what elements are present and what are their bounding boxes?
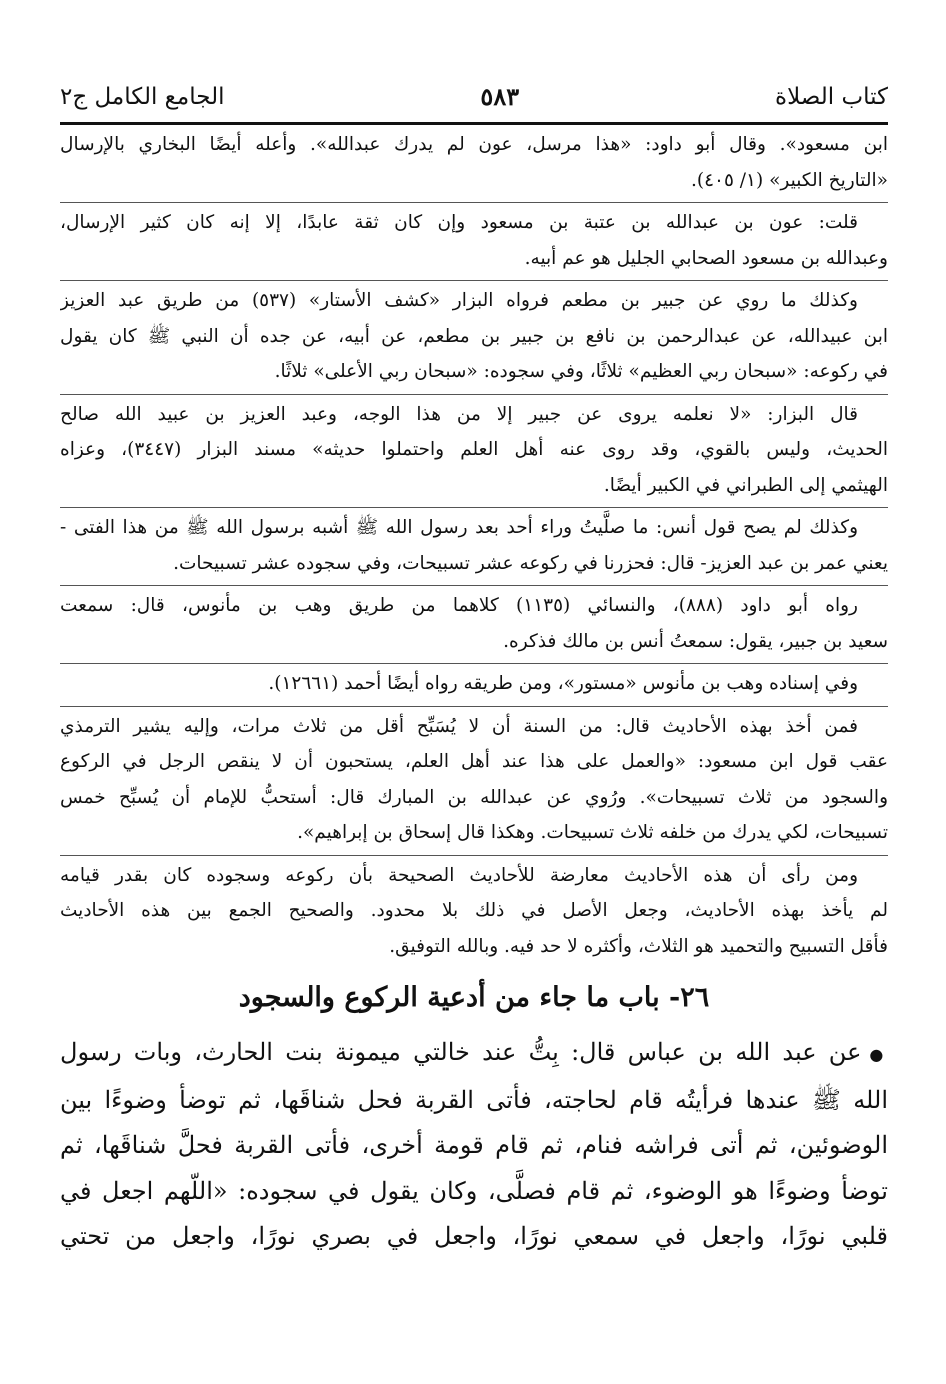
text-line: ومن رأى أن هذه الأحاديث معارضة للأحاديث الصحيحة بأن ركوعه وسجوده كان بقدر قيامه <box>60 864 858 886</box>
text-line: يعني عمر بن عبد العزيز- قال: فحزرنا في ركوعه عشر تسبيحات، وفي سجوده عشر تسبيحات. <box>173 552 888 574</box>
text-line: وفي إسناده وهب بن مأنوس «مستور»، ومن طريقه رواه أيضًا أحمد (١٢٦٦١). <box>268 673 858 694</box>
text-line: وكذلك لم يصح قول أنس: ما صلَّيتُ وراء أحد بعد رسول الله ﷺ أشبه برسول الله ﷺ من هذا الفتى - <box>60 517 858 538</box>
text-line: قال البزار: «لا نعلمه يروى عن جبير إلا من هذا الوجه، وعبد العزيز بن عبيد الله صالح <box>60 403 858 425</box>
header-book-title: الجامع الكامل ج٢ <box>60 84 225 110</box>
text-line: رواه أبو داود (٨٨٨)، والنسائي (١١٣٥) كلاهما من طريق وهب بن مأنوس، قال: سمعت <box>60 595 858 616</box>
footnote-paragraph <box>60 508 888 586</box>
text-line: فأقل التسبيح والتحميد هو الثلاث، وأكثره لا حد فيه. وبالله التوفيق. <box>389 935 888 957</box>
header-chapter: كتاب الصلاة <box>775 84 888 110</box>
text-line: عقب قول ابن مسعود: «والعمل على هذا عند أهل العلم، يستحبون أن لا ينقص الرجل في الركوع <box>60 751 888 772</box>
footnote-paragraph <box>60 395 888 509</box>
text-line: الوضوئين، ثم أتى فراشه فنام، ثم قام قومة أخرى، فأتى القربة فحلَّ شناقَها، ثم <box>60 1131 888 1159</box>
text-line <box>60 1030 888 1078</box>
page-header <box>60 70 888 112</box>
bullet-icon: ● <box>869 1045 888 1064</box>
text-line: والسجود من ثلاث تسبيحات». ورُوي عن عبدالله بن المبارك قال: أستحبُّ للإمام أن يُسبِّح خمس <box>60 786 888 808</box>
footnote-paragraph <box>60 281 888 395</box>
text-line-content: عن عبد الله بن عباس قال: بِتُّ عند خالتي ميمونة بنت الحارث، وبات رسول <box>60 1038 862 1066</box>
text-line: الهيثمي إلى الطبراني في الكبير أيضًا. <box>603 474 888 496</box>
text-line: قلبي نورًا، واجعل في سمعي نورًا، واجعل في بصري نورًا، واجعل من تحتي <box>60 1222 888 1250</box>
text-line: ابن مسعود». وقال أبو داود: «هذا مرسل، عون لم يدرك عبدالله». وأعله أيضًا البخاري بالإرسال <box>60 134 888 155</box>
section-title: ٢٦- باب ما جاء من أدعية الركوع والسجود <box>238 982 710 1013</box>
text-line: لم يأخذ بهذه الأحاديث، وجعل الأصل في ذلك بلا محدود. والصحيح الجمع بين هذه الأحاديث <box>60 900 888 921</box>
text-line: ابن عبيدالله، عن عبدالرحمن بن نافع بن جبير بن مطعم، عن أبيه، عن جده أن النبي ﷺ كان يقول <box>60 325 888 347</box>
text-line: «التاريخ الكبير» (١/ ٤٠٥). <box>691 169 888 191</box>
text-line: في ركوعه: «سبحان ربي العظيم» ثلاثًا، وفي سجوده: «سبحان ربي الأعلى» ثلاثًا. <box>274 361 888 382</box>
text-line: تسبيحات، لكي يدرك من خلفه ثلاث تسبيحات. وهكذا قال إسحاق بن إبراهيم». <box>297 822 888 843</box>
text-line: الله ﷺ عندها فرأيتُه قام لحاجته، فأتى القربة فحل شناقَها، ثم توضأ وضوءًا بين <box>60 1085 888 1114</box>
text-line: وعبدالله بن مسعود الصحابي الجليل هو عم أبيه. <box>524 247 888 269</box>
text-line: الحديث، وليس بالقوي، وقد روى عنه أهل العلم واحتملوا حديثه» مسند البزار (٣٤٤٧)، وعزاه <box>60 439 888 460</box>
text-line: قلت: عون بن عبدالله بن عتبة بن مسعود وإن كان ثقة عابدًا، إلا إنه كان كثير الإرسال، <box>60 212 858 233</box>
text-line: وكذلك ما روي عن جبير بن مطعم فرواه البزار «كشف الأستار» (٥٣٧) من طريق عبد العزيز <box>60 290 858 311</box>
footnote-paragraph <box>60 664 888 707</box>
footnote-paragraph <box>60 856 888 969</box>
footnote-paragraph <box>60 125 888 203</box>
footnote-paragraph <box>60 203 888 281</box>
footnote-paragraph <box>60 586 888 664</box>
text-line: سعيد بن جبير، يقول: سمعتُ أنس بن مالك فذكره. <box>503 630 888 652</box>
page-number: ٥٨٣ <box>480 82 520 111</box>
text-line: توضأ وضوءًا هو الوضوء، ثم قام فصلَّى، وكان يقول في سجوده: «اللّهم اجعل في <box>60 1176 888 1205</box>
footnotes <box>60 125 888 968</box>
footnote-paragraph <box>60 707 888 856</box>
main-text <box>60 1030 888 1260</box>
text-line: فمن أخذ بهذه الأحاديث قال: من السنة أن لا يُسَبِّح أقل من ثلاث مرات، وإليه يشير الترمذي <box>60 715 858 737</box>
